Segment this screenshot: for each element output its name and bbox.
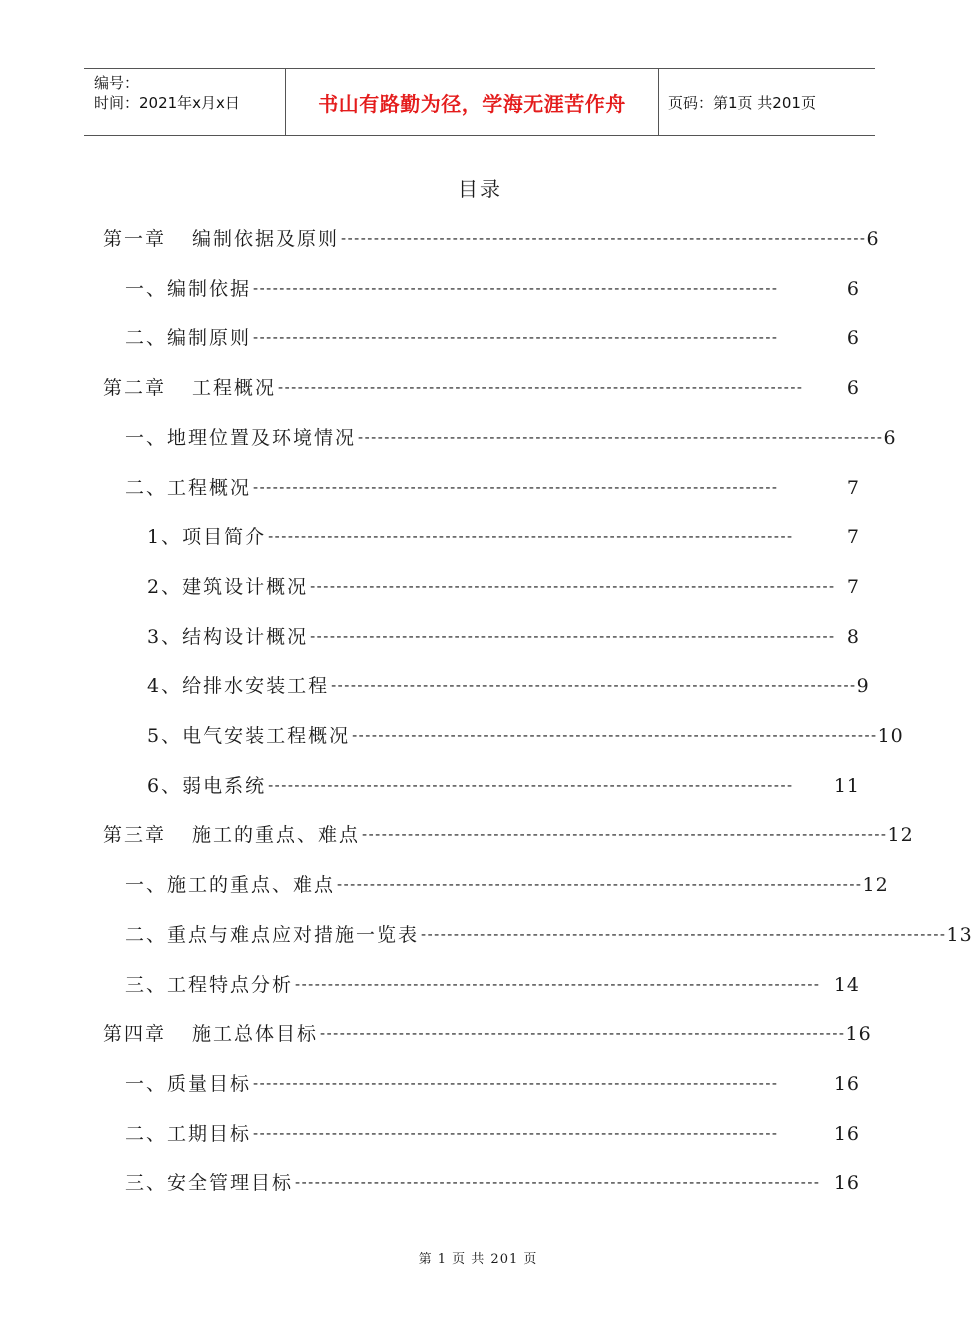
toc-entry-page: 7 <box>846 476 860 499</box>
toc-entry-number: 第一章 <box>103 228 167 250</box>
toc-entry-leader: -------------------------------------------------------------------------------- <box>358 427 884 446</box>
toc-entry-page: 16 <box>845 1023 872 1046</box>
toc-entry-leader: -------------------------------------------------------------------------------- <box>310 626 836 645</box>
toc-entry-line <box>103 373 860 404</box>
toc-entry-leader: -------------------------------------------------------------------------------- <box>362 825 888 844</box>
toc-entry[interactable] <box>0 1168 950 1198</box>
toc-entry-number: 一、 <box>125 277 168 300</box>
toc-entry-page: 11 <box>833 774 860 797</box>
toc-entry[interactable] <box>0 920 973 950</box>
toc-entry-number: 一、 <box>125 874 168 897</box>
toc-entry-leader: -------------------------------------------------------------------------------- <box>341 229 867 247</box>
toc-entry-page: 16 <box>833 1172 860 1195</box>
toc-entry-line <box>125 473 860 504</box>
toc-entry-leader: -------------------------------------------------------------------------------- <box>253 328 779 347</box>
toc-entry-leader: -------------------------------------------------------------------------------- <box>268 775 794 794</box>
page-footer: 第 1 页 共 201 页 <box>418 1252 538 1267</box>
toc-entry-line <box>125 1168 860 1199</box>
toc-entry-line <box>125 970 860 1001</box>
toc-entry-leader: -------------------------------------------------------------------------------- <box>337 875 863 894</box>
toc-entry-leader: -------------------------------------------------------------------------------- <box>278 378 804 397</box>
toc-entry-title: 地理位置及环境情况 <box>167 426 357 449</box>
toc-entry-title: 工程特点分析 <box>167 973 294 996</box>
toc-entry-page: 7 <box>846 575 860 598</box>
toc-entry-title: 编制依据 <box>167 277 252 300</box>
toc-entry-page: 6 <box>866 228 880 250</box>
toc-entry-line <box>103 1019 872 1050</box>
toc-entry-page: 6 <box>883 426 897 449</box>
toc-entry-number: 二、 <box>125 923 168 946</box>
toc-entry-title: 施工的重点、难点 <box>167 874 336 897</box>
toc-entry-page: 14 <box>833 973 860 996</box>
toc-entry-leader: -------------------------------------------------------------------------------- <box>310 576 836 595</box>
toc-entry-line <box>147 572 860 603</box>
toc-entry-page: 6 <box>846 327 860 350</box>
toc-entry[interactable] <box>0 473 950 503</box>
toc-entry-number: 4、 <box>147 675 183 698</box>
toc-entry-title: 弱电系统 <box>182 774 267 797</box>
toc-entry[interactable] <box>0 323 950 353</box>
toc-entry[interactable] <box>0 771 950 801</box>
toc-entry-leader: -------------------------------------------------------------------------------- <box>268 527 794 546</box>
serial-label: 编号： <box>94 74 140 92</box>
time-label: 时间：2021年x月x日 <box>94 94 240 112</box>
toc-entry[interactable] <box>0 1069 950 1099</box>
toc-entry-page: 12 <box>862 874 889 897</box>
toc-entry-page: 10 <box>877 725 904 747</box>
toc-entry-title: 工程概况 <box>192 377 277 400</box>
toc-entry-title: 重点与难点应对措施一览表 <box>167 923 420 946</box>
toc-entry-page: 16 <box>833 1122 860 1145</box>
toc-entry-page: 6 <box>846 277 860 300</box>
toc-entry-line <box>147 671 870 702</box>
toc-entry-number: 第三章 <box>103 824 167 847</box>
toc-entry-page: 16 <box>833 1072 860 1095</box>
toc-entry[interactable] <box>0 224 950 254</box>
toc-entry-leader: -------------------------------------------------------------------------------- <box>253 1073 779 1092</box>
toc-entry-title: 项目简介 <box>182 526 267 549</box>
toc-entry[interactable] <box>0 622 950 652</box>
toc-entry[interactable] <box>0 721 950 751</box>
toc-entry-line <box>103 224 880 255</box>
toc-entry[interactable] <box>0 1019 950 1049</box>
toc-entry-line <box>125 423 897 454</box>
toc-entry[interactable] <box>0 373 950 403</box>
toc-entry-number: 二、 <box>125 327 168 350</box>
toc-entry-number: 6、 <box>147 774 183 797</box>
toc-entry-number: 5、 <box>147 725 183 747</box>
toc-entry-line <box>147 522 860 553</box>
toc-entry-number: 第四章 <box>103 1023 167 1046</box>
toc-entry[interactable] <box>0 970 950 1000</box>
toc-entry-page: 6 <box>846 377 860 400</box>
toc-entry-page: 13 <box>946 923 973 946</box>
toc-entry-page: 8 <box>846 625 860 648</box>
toc-entry[interactable] <box>0 1119 950 1149</box>
toc-entry-leader: -------------------------------------------------------------------------------- <box>295 1173 821 1192</box>
toc-entry-title: 工程概况 <box>167 476 252 499</box>
toc-entry-line <box>125 323 860 354</box>
toc-entry-leader: -------------------------------------------------------------------------------- <box>253 1123 779 1142</box>
toc-entry-title: 建筑设计概况 <box>182 575 309 598</box>
toc-entry-leader: -------------------------------------------------------------------------------- <box>320 1024 846 1043</box>
toc-entry-title: 编制依据及原则 <box>192 228 340 250</box>
toc-entry-page: 7 <box>846 526 860 549</box>
toc-entry-title: 安全管理目标 <box>167 1172 294 1195</box>
toc-entry-line <box>125 274 860 305</box>
toc-entry-line <box>125 1119 860 1150</box>
toc-entry-leader: -------------------------------------------------------------------------------- <box>331 676 857 695</box>
toc-entry-title: 编制原则 <box>167 327 252 350</box>
toc-entry-number: 1、 <box>147 526 183 549</box>
toc-entry-line <box>147 622 860 653</box>
toc-entry[interactable] <box>0 572 950 602</box>
toc-entry-line <box>147 771 860 802</box>
header-meta <box>84 69 286 135</box>
toc-entry[interactable] <box>0 274 950 304</box>
toc-entry-leader: -------------------------------------------------------------------------------- <box>295 974 821 993</box>
toc-entry[interactable] <box>0 671 950 701</box>
toc-entry-line <box>125 920 973 951</box>
toc-entry-number: 一、 <box>125 1072 168 1095</box>
toc-entry-number: 二、 <box>125 1122 168 1145</box>
toc-entry[interactable] <box>0 423 950 453</box>
toc-entry-leader: -------------------------------------------------------------------------------- <box>352 726 878 744</box>
toc-entry-page: 9 <box>856 675 870 698</box>
toc-entry-title: 质量目标 <box>167 1072 252 1095</box>
toc-entry-page: 12 <box>887 824 914 847</box>
toc-entry-leader: -------------------------------------------------------------------------------- <box>253 278 779 297</box>
toc-entry-number: 一、 <box>125 426 168 449</box>
toc-entry-number: 3、 <box>147 625 183 648</box>
header-motto: 书山有路勤为径，学海无涯苦作舟 <box>286 69 659 135</box>
toc-entry-title: 电气安装工程概况 <box>182 725 351 747</box>
toc-entry[interactable] <box>0 522 950 552</box>
toc-entry-number: 二、 <box>125 476 168 499</box>
toc-entry-title: 结构设计概况 <box>182 625 309 648</box>
toc-entry-title: 给排水安装工程 <box>182 675 330 698</box>
toc-entry-leader: -------------------------------------------------------------------------------- <box>253 477 779 496</box>
header-page-info: 页码：第1页 共201页 <box>668 93 816 112</box>
toc-entry-number: 2、 <box>147 575 183 598</box>
document-header <box>84 68 875 136</box>
toc-entry-line <box>125 870 889 901</box>
toc-entry-line <box>147 721 904 752</box>
toc-entry-number: 第二章 <box>103 377 167 400</box>
toc-entry-leader: -------------------------------------------------------------------------------- <box>421 924 947 943</box>
toc-entry-line <box>125 1069 860 1100</box>
toc-title: 目录 <box>458 177 502 201</box>
toc-entry-line <box>103 820 914 851</box>
toc-entry[interactable] <box>0 820 950 850</box>
toc-entry-title: 施工总体目标 <box>192 1023 319 1046</box>
toc-entry-number: 三、 <box>125 973 168 996</box>
toc-entry-number: 三、 <box>125 1172 168 1195</box>
toc-entry[interactable] <box>0 870 950 900</box>
toc-entry-title: 施工的重点、难点 <box>192 824 361 847</box>
toc-entry-title: 工期目标 <box>167 1122 252 1145</box>
